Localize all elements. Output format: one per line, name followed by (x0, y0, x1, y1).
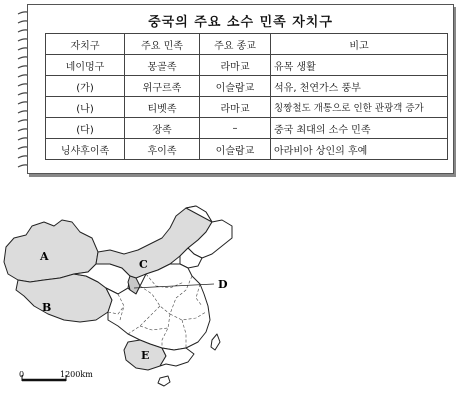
cell-remarks: 석유, 천연가스 풍부 (271, 76, 448, 97)
header-religion: 주요 종교 (200, 34, 271, 55)
label-b: B (42, 301, 52, 314)
label-c: C (139, 258, 148, 271)
header-remarks: 비고 (271, 34, 448, 55)
cell-religion: 이슬람교 (200, 76, 271, 97)
cell-remarks: 아라비아 상인의 후예 (271, 139, 448, 160)
cell-ethnic-group: 후이족 (125, 139, 200, 160)
cell-remarks: 유목 생활 (271, 55, 448, 76)
cell-ethnic-group: 몽골족 (125, 55, 200, 76)
cell-ethnic-group: 장족 (125, 118, 200, 139)
header-ethnic-group: 주요 민족 (125, 34, 200, 55)
autonomous-region-table (45, 33, 448, 160)
cell-region: 네이멍구 (46, 55, 125, 76)
cell-ethnic-group: 위구르족 (125, 76, 200, 97)
cell-ethnic-group: 티벳족 (125, 97, 200, 118)
label-e: E (141, 349, 150, 362)
scale-zero: 0 (19, 370, 25, 379)
cell-religion: – (200, 118, 271, 139)
label-d: D (218, 278, 228, 291)
cell-remarks: 중국 최대의 소수 민족 (271, 118, 448, 139)
cell-remarks: 칭짱철도 개통으로 인한 관광객 증가 (271, 97, 448, 118)
cell-religion: 라마교 (200, 97, 271, 118)
table-row (46, 76, 448, 97)
header-region: 자치구 (46, 34, 125, 55)
china-map (0, 202, 459, 404)
table-header-row (46, 34, 448, 55)
cell-region: (나) (46, 97, 125, 118)
scale-distance: 1200km (60, 370, 93, 379)
table-row (46, 139, 448, 160)
table-row (46, 97, 448, 118)
cell-region: (다) (46, 118, 125, 139)
cell-religion: 라마교 (200, 55, 271, 76)
label-a: A (40, 250, 49, 263)
table-title: 중국의 주요 소수 민족 자치구 (148, 15, 333, 30)
notebook-card (27, 4, 454, 174)
table-row (46, 118, 448, 139)
cell-religion: 이슬람교 (200, 139, 271, 160)
cell-region: (가) (46, 76, 125, 97)
table-row (46, 55, 448, 76)
cell-region: 닝샤후이족 (46, 139, 125, 160)
